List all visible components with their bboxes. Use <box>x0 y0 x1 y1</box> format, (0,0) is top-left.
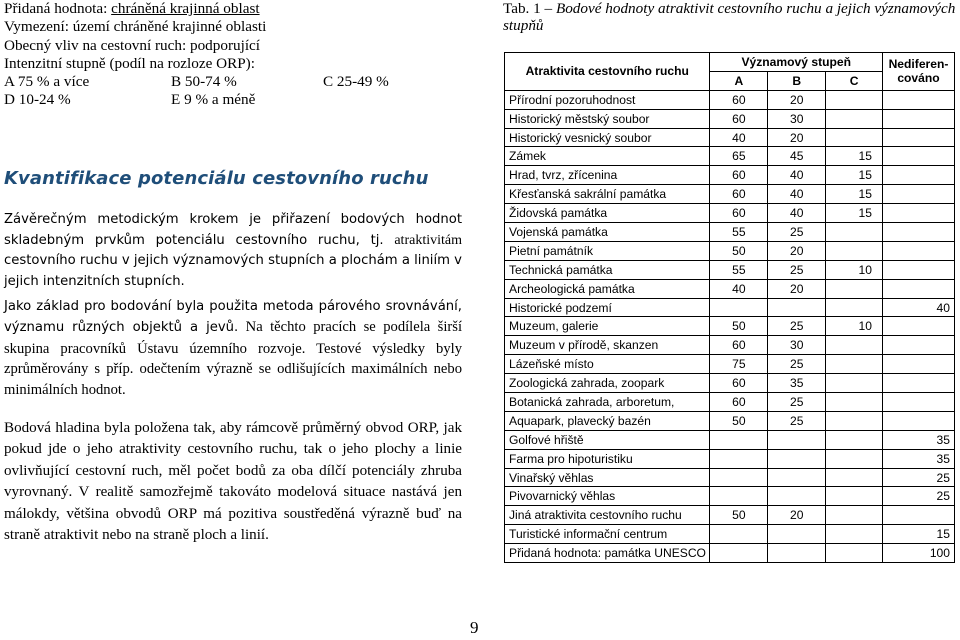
cell-c <box>826 487 883 506</box>
cell-a <box>710 468 768 487</box>
table-row <box>505 128 955 147</box>
cell-name: Zoologická zahrada, zoopark <box>505 374 710 393</box>
cell-a: 60 <box>710 90 768 109</box>
cell-a: 60 <box>710 393 768 412</box>
paragraph-3: Bodová hladina byla položena tak, aby rámcově průměrný obvod ORP, jak pokud jde o jeho atraktivity cestovního ruchu, tak o jeho plochy a linie ovlivňující cestovní ruch, měl počet bodů za oba dílčí potenciály zhruba vyrovnaný. V realitě samozřejmě takováto modelová situace nastává jen málokdy, většina obvodů ORP má pozitiva soustředěná výrazně buď na straně atraktivit nebo na straně ploch a linií. <box>4 420 462 544</box>
cell-b <box>768 298 826 317</box>
cell-name: Hrad, tvrz, zřícenina <box>505 166 710 185</box>
cell-b: 40 <box>768 185 826 204</box>
cell-name: Pietní památník <box>505 241 710 260</box>
cell-d <box>882 411 954 430</box>
cell-b <box>768 544 826 563</box>
cell-d: 25 <box>882 468 954 487</box>
cell-a <box>710 449 768 468</box>
cell-b: 25 <box>768 223 826 242</box>
header-degree-b: B <box>768 71 826 90</box>
cell-d: 40 <box>882 298 954 317</box>
cell-c <box>826 525 883 544</box>
cell-name: Lázeňské místo <box>505 355 710 374</box>
cell-c: 15 <box>826 185 883 204</box>
cell-b <box>768 430 826 449</box>
cell-c <box>826 355 883 374</box>
cell-name: Muzeum, galerie <box>505 317 710 336</box>
degree-a: A 75 % a více <box>4 73 90 91</box>
table-body <box>505 90 955 562</box>
cell-c <box>826 90 883 109</box>
cell-b: 20 <box>768 90 826 109</box>
cell-b: 30 <box>768 109 826 128</box>
cell-name: Historický vesnický soubor <box>505 128 710 147</box>
cell-d <box>882 185 954 204</box>
header-degree-c: C <box>826 71 883 90</box>
cell-name: Přidaná hodnota: památka UNESCO <box>505 544 710 563</box>
cell-a: 60 <box>710 374 768 393</box>
cell-name: Vojenská památka <box>505 223 710 242</box>
cell-name: Pivovarnický věhlas <box>505 487 710 506</box>
table-row <box>505 204 955 223</box>
cell-name: Golfové hřiště <box>505 430 710 449</box>
cell-name: Farma pro hipoturistiku <box>505 449 710 468</box>
cell-b: 20 <box>768 128 826 147</box>
table-caption-title: Bodové hodnoty atraktivit cestovního ruchu a jejich významových stupňů <box>503 0 956 35</box>
cell-name: Botanická zahrada, arboretum, <box>505 393 710 412</box>
cell-c <box>826 241 883 260</box>
table-row <box>505 109 955 128</box>
cell-name: Historické podzemí <box>505 298 710 317</box>
cell-c <box>826 374 883 393</box>
cell-d: 35 <box>882 449 954 468</box>
cell-c <box>826 298 883 317</box>
cell-name: Turistické informační centrum <box>505 525 710 544</box>
cell-a <box>710 487 768 506</box>
cell-a: 50 <box>710 506 768 525</box>
degree-e: E 9 % a méně <box>171 91 256 109</box>
cell-c <box>826 109 883 128</box>
cell-b: 25 <box>768 260 826 279</box>
cell-b: 20 <box>768 279 826 298</box>
cell-a: 60 <box>710 166 768 185</box>
cell-d <box>882 374 954 393</box>
cell-d: 15 <box>882 525 954 544</box>
cell-a: 60 <box>710 336 768 355</box>
cell-d <box>882 317 954 336</box>
table-row <box>505 411 955 430</box>
table-row <box>505 166 955 185</box>
cell-c <box>826 430 883 449</box>
cell-c <box>826 411 883 430</box>
cell-name: Zámek <box>505 147 710 166</box>
cell-a: 50 <box>710 241 768 260</box>
cell-d <box>882 355 954 374</box>
table-row <box>505 525 955 544</box>
table-row <box>505 336 955 355</box>
legend-influence: Obecný vliv na cestovní ruch: podporující <box>4 36 261 54</box>
cell-b <box>768 525 826 544</box>
header-degree-a: A <box>710 71 768 90</box>
cell-d <box>882 241 954 260</box>
cell-c: 15 <box>826 147 883 166</box>
cell-d <box>882 109 954 128</box>
cell-c <box>826 279 883 298</box>
cell-name: Muzeum v přírodě, skanzen <box>505 336 710 355</box>
cell-a: 60 <box>710 109 768 128</box>
cell-d <box>882 90 954 109</box>
legend-degrees-row-1 <box>4 73 466 91</box>
cell-d: 25 <box>882 487 954 506</box>
table-row <box>505 279 955 298</box>
cell-d <box>882 393 954 412</box>
header-attraction: Atraktivita cestovního ruchu <box>505 53 710 91</box>
cell-b: 25 <box>768 355 826 374</box>
cell-d <box>882 128 954 147</box>
paragraph-1 <box>4 210 462 292</box>
cell-b: 20 <box>768 506 826 525</box>
cell-d <box>882 147 954 166</box>
header-significance: Významový stupeň <box>710 53 883 72</box>
table-row <box>505 374 955 393</box>
cell-b <box>768 468 826 487</box>
degree-c: C 25-49 % <box>323 73 389 91</box>
table-row <box>505 468 955 487</box>
cell-c <box>826 449 883 468</box>
cell-c: 15 <box>826 166 883 185</box>
cell-d: 35 <box>882 430 954 449</box>
cell-name: Aquapark, plavecký bazén <box>505 411 710 430</box>
table-row <box>505 317 955 336</box>
table-caption <box>503 0 958 35</box>
cell-a <box>710 525 768 544</box>
legend-added-value <box>4 0 466 18</box>
cell-b: 25 <box>768 317 826 336</box>
cell-a: 40 <box>710 279 768 298</box>
cell-c <box>826 223 883 242</box>
table-row <box>505 449 955 468</box>
cell-a: 50 <box>710 411 768 430</box>
cell-name: Archeologická památka <box>505 279 710 298</box>
cell-a: 60 <box>710 204 768 223</box>
paragraph-1-text-b: atraktivitám <box>394 232 462 248</box>
cell-c: 15 <box>826 204 883 223</box>
cell-name: Židovská památka <box>505 204 710 223</box>
table-row <box>505 298 955 317</box>
cell-a: 50 <box>710 317 768 336</box>
table-row <box>505 393 955 412</box>
cell-d: 100 <box>882 544 954 563</box>
cell-name: Přírodní pozoruhodnost <box>505 90 710 109</box>
paragraph-2-text-a: Jako základ pro bodování byla použita metoda párového srovnávání, významu různých objektů a jevů. <box>4 299 462 336</box>
table-row <box>505 147 955 166</box>
cell-c <box>826 336 883 355</box>
paragraph-2 <box>4 296 462 400</box>
cell-a: 60 <box>710 185 768 204</box>
table-row <box>505 544 955 563</box>
cell-a: 40 <box>710 128 768 147</box>
cell-a <box>710 430 768 449</box>
header-undifferentiated: Nediferen-cováno <box>882 53 954 91</box>
cell-b: 35 <box>768 374 826 393</box>
cell-c: 10 <box>826 317 883 336</box>
cell-c <box>826 393 883 412</box>
cell-d <box>882 506 954 525</box>
legend-intensity-title: Intenzitní stupně (podíl na rozloze ORP): <box>4 54 255 72</box>
cell-b: 25 <box>768 411 826 430</box>
table-row <box>505 260 955 279</box>
legend-delimitation: Vymezení: území chráněné krajinné oblasti <box>4 18 267 36</box>
cell-b <box>768 449 826 468</box>
table-row <box>505 241 955 260</box>
legend-added-value-link[interactable]: chráněná krajinná oblast <box>111 0 260 17</box>
cell-c <box>826 506 883 525</box>
cell-d <box>882 260 954 279</box>
cell-name: Křesťanská sakrální památka <box>505 185 710 204</box>
cell-c <box>826 468 883 487</box>
degree-b: B 50-74 % <box>171 73 237 91</box>
cell-name: Historický městský soubor <box>505 109 710 128</box>
table-row <box>505 430 955 449</box>
section-heading: Kvantifikace potenciálu cestovního ruchu <box>4 168 429 189</box>
cell-b: 30 <box>768 336 826 355</box>
cell-a <box>710 544 768 563</box>
table-row <box>505 223 955 242</box>
paragraph-1-text-a: Závěrečným metodickým krokem je přiřazení bodových hodnot skladebným prvkům potenciálu cestovního ruchu, tj. <box>4 212 462 248</box>
paragraph-2-text-b: Na těchto pracích se podílela širší skupina pracovníků Ústavu územního rozvoje. Testové výsledky byly zprůměrovány s příp. odečtením výrazně se odlišujících maximálních nebo minimálních hodnot. <box>4 319 463 398</box>
cell-a: 75 <box>710 355 768 374</box>
degree-d: D 10-24 % <box>4 91 71 109</box>
cell-c <box>826 544 883 563</box>
cell-d <box>882 223 954 242</box>
table-row <box>505 487 955 506</box>
cell-c: 10 <box>826 260 883 279</box>
cell-name: Vinařský věhlas <box>505 468 710 487</box>
legend-block <box>4 0 466 110</box>
cell-a <box>710 298 768 317</box>
table-header-row-1 <box>505 53 955 72</box>
table-row <box>505 90 955 109</box>
cell-a: 55 <box>710 223 768 242</box>
table-row <box>505 506 955 525</box>
cell-d <box>882 166 954 185</box>
cell-name: Technická památka <box>505 260 710 279</box>
cell-b: 45 <box>768 147 826 166</box>
paragraph-1-text-c: cestovního ruchu v jejich významových stupních a plochám a liniím v jejich intenzitních stupních. <box>4 253 462 289</box>
attractiveness-table <box>504 52 955 563</box>
table-row <box>505 355 955 374</box>
legend-degrees-row-2 <box>4 91 466 109</box>
table-row <box>505 185 955 204</box>
table-caption-prefix: Tab. 1 – <box>503 0 556 17</box>
cell-b: 40 <box>768 166 826 185</box>
cell-b: 20 <box>768 241 826 260</box>
legend-added-value-label: Přidaná hodnota: <box>4 0 112 17</box>
cell-b: 40 <box>768 204 826 223</box>
cell-d <box>882 279 954 298</box>
cell-d <box>882 204 954 223</box>
page-number: 9 <box>470 618 479 637</box>
cell-name: Jiná atraktivita cestovního ruchu <box>505 506 710 525</box>
cell-d <box>882 336 954 355</box>
cell-b: 25 <box>768 393 826 412</box>
cell-a: 55 <box>710 260 768 279</box>
cell-a: 65 <box>710 147 768 166</box>
cell-b <box>768 487 826 506</box>
cell-c <box>826 128 883 147</box>
